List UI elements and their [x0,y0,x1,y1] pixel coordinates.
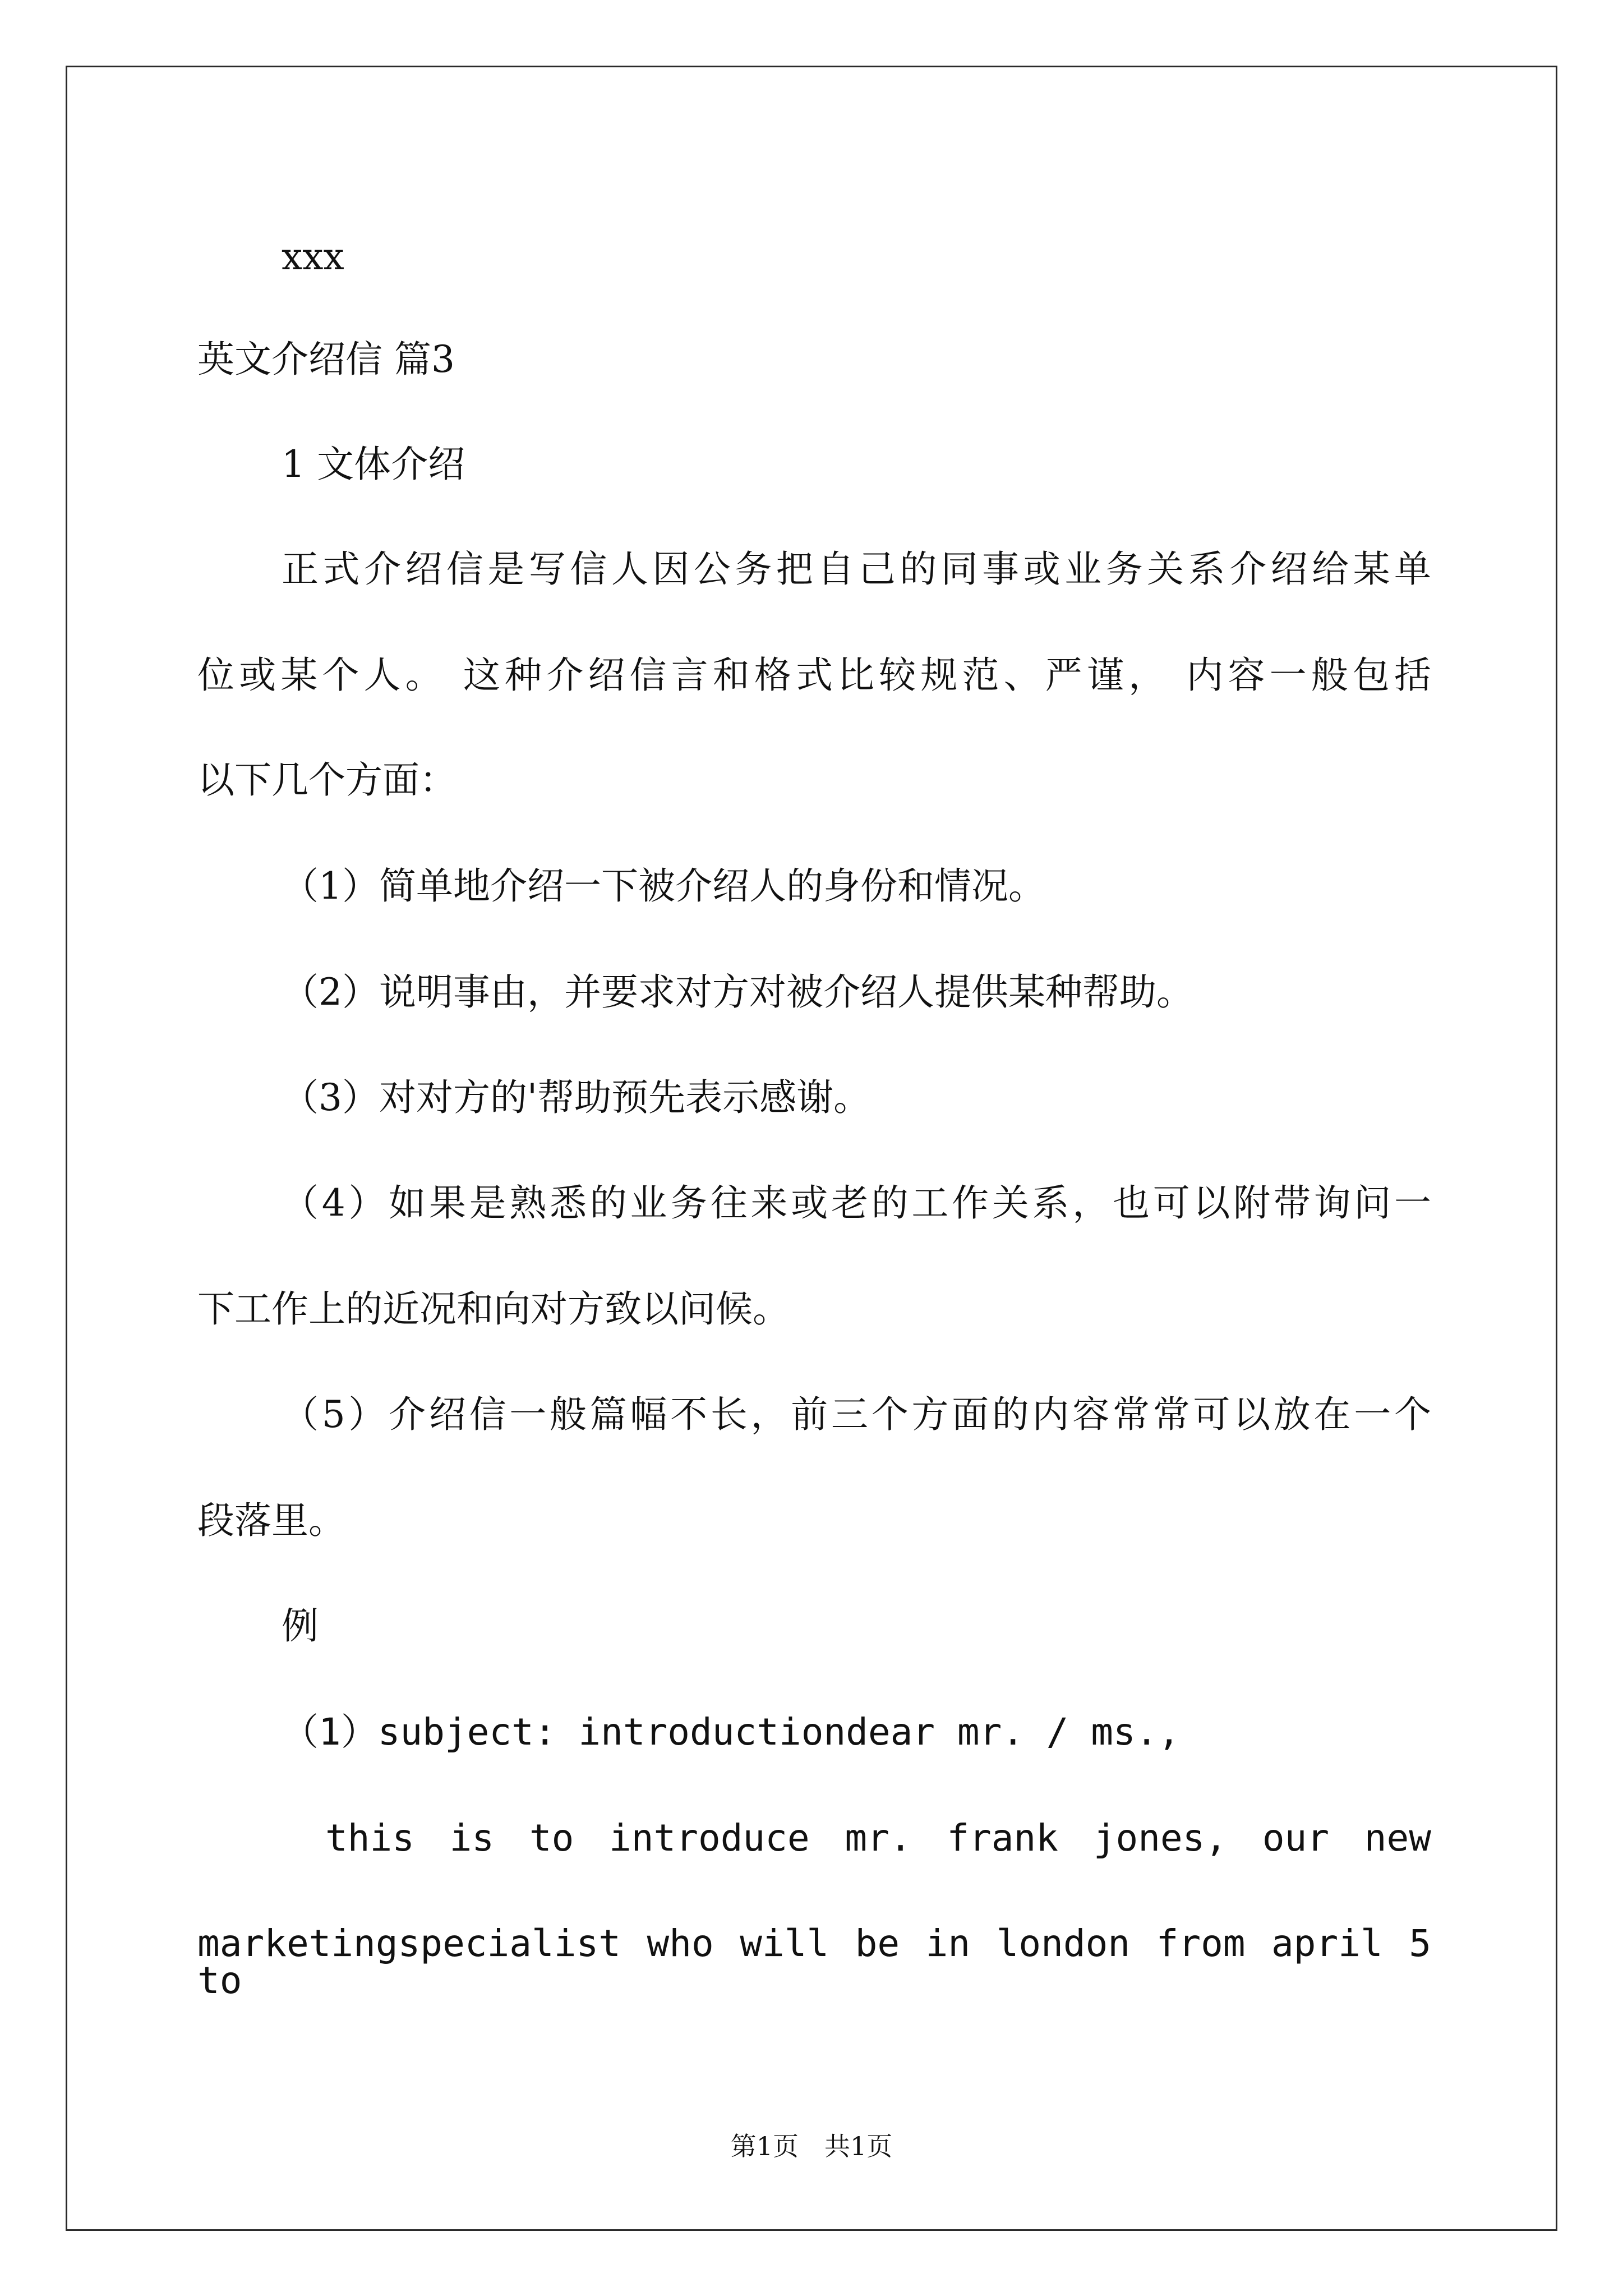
paragraph-line: 位或某个人。 这种介绍信言和格式比较规范、严谨， 内容一般包括 [197,654,1431,697]
paragraph-line: 以下几个方面： [197,758,457,802]
list-item: （4）如果是熟悉的业务往来或老的工作关系，也可以附带询问一 [282,1181,1431,1225]
list-item-continuation: 下工作上的近况和向对方致以问候。 [197,1287,790,1331]
list-item: （5）介绍信一般篇幅不长，前三个方面的内容常常可以放在一个 [282,1393,1431,1436]
list-item-continuation: 段落里。 [197,1499,345,1542]
example-body-line: marketingspecialist who will be in london from april 5 to [197,1922,1431,2002]
list-item: （2）说明事由，并要求对方对被介绍人提供某种帮助。 [282,970,1193,1014]
list-item: （3）对对方的'帮助预先表示感谢。 [282,1076,871,1119]
example-subject-line: （1）subject: introductiondear mr. / ms., [282,1710,1181,1754]
page-footer: 第1页 共1页 [730,2131,893,2161]
text-line-signature: xxx [282,235,344,278]
section-heading: 英文介绍信 篇3 [197,338,455,381]
subsection-heading: 1 文体介绍 [282,443,465,486]
example-body-line: this is to introduce mr. frank jones, our new [325,1816,1431,1860]
page-border [66,66,1557,2231]
list-item: （1）简单地介绍一下被介绍人的身份和情况。 [282,864,1045,908]
example-label: 例 [282,1604,319,1648]
paragraph-line: 正式介绍信是写信人因公务把自己的同事或业务关系介绍给某单 [282,547,1431,591]
